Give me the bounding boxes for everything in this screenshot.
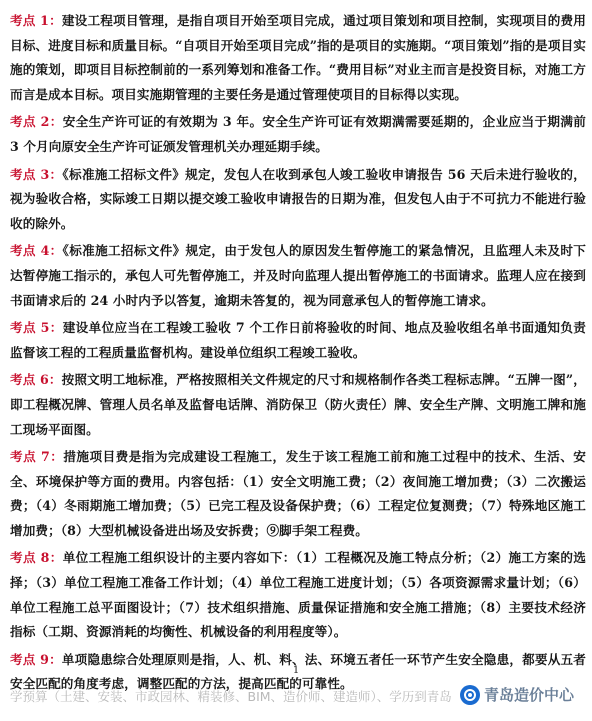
point-label: 考点 7： (10, 449, 64, 465)
point-label: 考点 3： (10, 166, 63, 182)
exam-point-2 (10, 110, 586, 159)
watermark (458, 684, 578, 705)
exam-point-6 (10, 368, 586, 442)
watermark-text: 青岛造价中心 (483, 686, 574, 704)
point-label: 考点 2： (10, 114, 63, 130)
page-number: 1 (292, 665, 300, 676)
footer-text: 学预算（土建、安装、市政园林、精装修、BIM、造价师、建造师）、学历到青岛 (10, 689, 452, 704)
exam-point-3 (10, 163, 586, 237)
point-label: 考点 5： (10, 320, 63, 336)
point-text: 建设单位应当在工程竣工验收 7 个工作日前将验收的时间、地点及验收组名单书面通知负责监督该工程的工程质量监督机构。建设单位组织工程竣工验收。 (10, 320, 586, 360)
footer-bar (0, 684, 592, 721)
point-text: 建设工程项目管理，是指自项目开始至项目完成，通过项目策划和项目控制，实现项目的费用目标、进度目标和质量目标。“自项目开始至项目完成”指的是项目的实施期。“项目策划”指的是项目实施的策划，即项目目标控制前的一系列筹划和准备工作。“费用目标”对业主而言是投资目标，对施工方而言是成本目标。项目实施期管理的主要任务是通过管理使项目的目标得以实现。 (10, 13, 586, 102)
point-label: 考点 9： (10, 651, 62, 667)
point-text: 按照文明工地标准，严格按照相关文件规定的尺寸和规格制作各类工程标志牌。“五牌一图”，即工程概况牌、管理人员名单及监督电话牌、消防保卫（防火责任）牌、安全生产牌、文明施工牌和施工现场平面图。 (10, 372, 587, 437)
exam-point-1 (10, 9, 586, 107)
point-text: 单项隐患综合处理原则是指，人、机、料、法、环境五者任一环节产生安全隐患，都要从五者安全匹配的角度考虑，调整匹配的方法，提高匹配的可靠性。 (10, 651, 586, 692)
point-text: 安全生产许可证的有效期为 3 年。安全生产许可证有效期满需要延期的，企业应当于期满前 3 个月向原安全生产许可证颁发管理机关办理延期手续。 (10, 114, 586, 154)
point-label: 考点 4： (10, 243, 63, 259)
watermark-logo-icon (460, 685, 480, 705)
point-label: 考点 8： (10, 550, 63, 566)
point-text: 措施项目费是指为完成建设工程施工，发生于该工程施工前和施工过程中的技术、生活、安全、环境保护等方面的费用。内容包括：（1）安全文明施工费；（2）夜间施工增加费；（3）二次搬运费；（4）冬雨期施工增加费；（5）已完工程及设备保护费；（6）工程定位复测费；（7）特殊地区施工增加费；（8）大型机械设备进出场及安拆费；⑨脚手架工程费。 (10, 449, 586, 538)
point-label: 考点 1： (10, 13, 62, 28)
exam-point-8 (10, 546, 586, 644)
point-text: 《标准施工招标文件》规定，由于发包人的原因发生暂停施工的紧急情况，且监理人未及时下达暂停施工指示的，承包人可先暂停施工，并及时向监理人提出暂停施工的书面请求。监理人应在接到书面请求后的 24 小时内予以答复，逾期未答复的，视为同意承包人的暂停施工请求。 (10, 243, 586, 308)
exam-point-5 (10, 316, 586, 365)
document-page (10, 9, 586, 700)
point-text: 《标准施工招标文件》规定，发包人在收到承包人竣工验收申请报告 56 天后未进行验收的，视为验收合格，实际竣工日期以提交竣工验收申请报告的日期为准，但发包人由于不可抗力不能进行验收的除外。 (10, 166, 587, 231)
point-label: 考点 6： (10, 372, 62, 388)
exam-point-7 (10, 445, 586, 543)
exam-point-4 (10, 239, 586, 313)
point-text: 单位工程施工组织设计的主要内容如下：（1）工程概况及施工特点分析；（2）施工方案的选择；（3）单位工程施工准备工作计划；（4）单位工程施工进度计划；（5）各项资源需求量计划；（6）单位工程施工总平面图设计；（7）技术组织措施、质量保证措施和安全施工措施；（8）主要技术经济指标（工期、资源消耗的均衡性、机械设备的利用程度等）。 (10, 550, 586, 640)
